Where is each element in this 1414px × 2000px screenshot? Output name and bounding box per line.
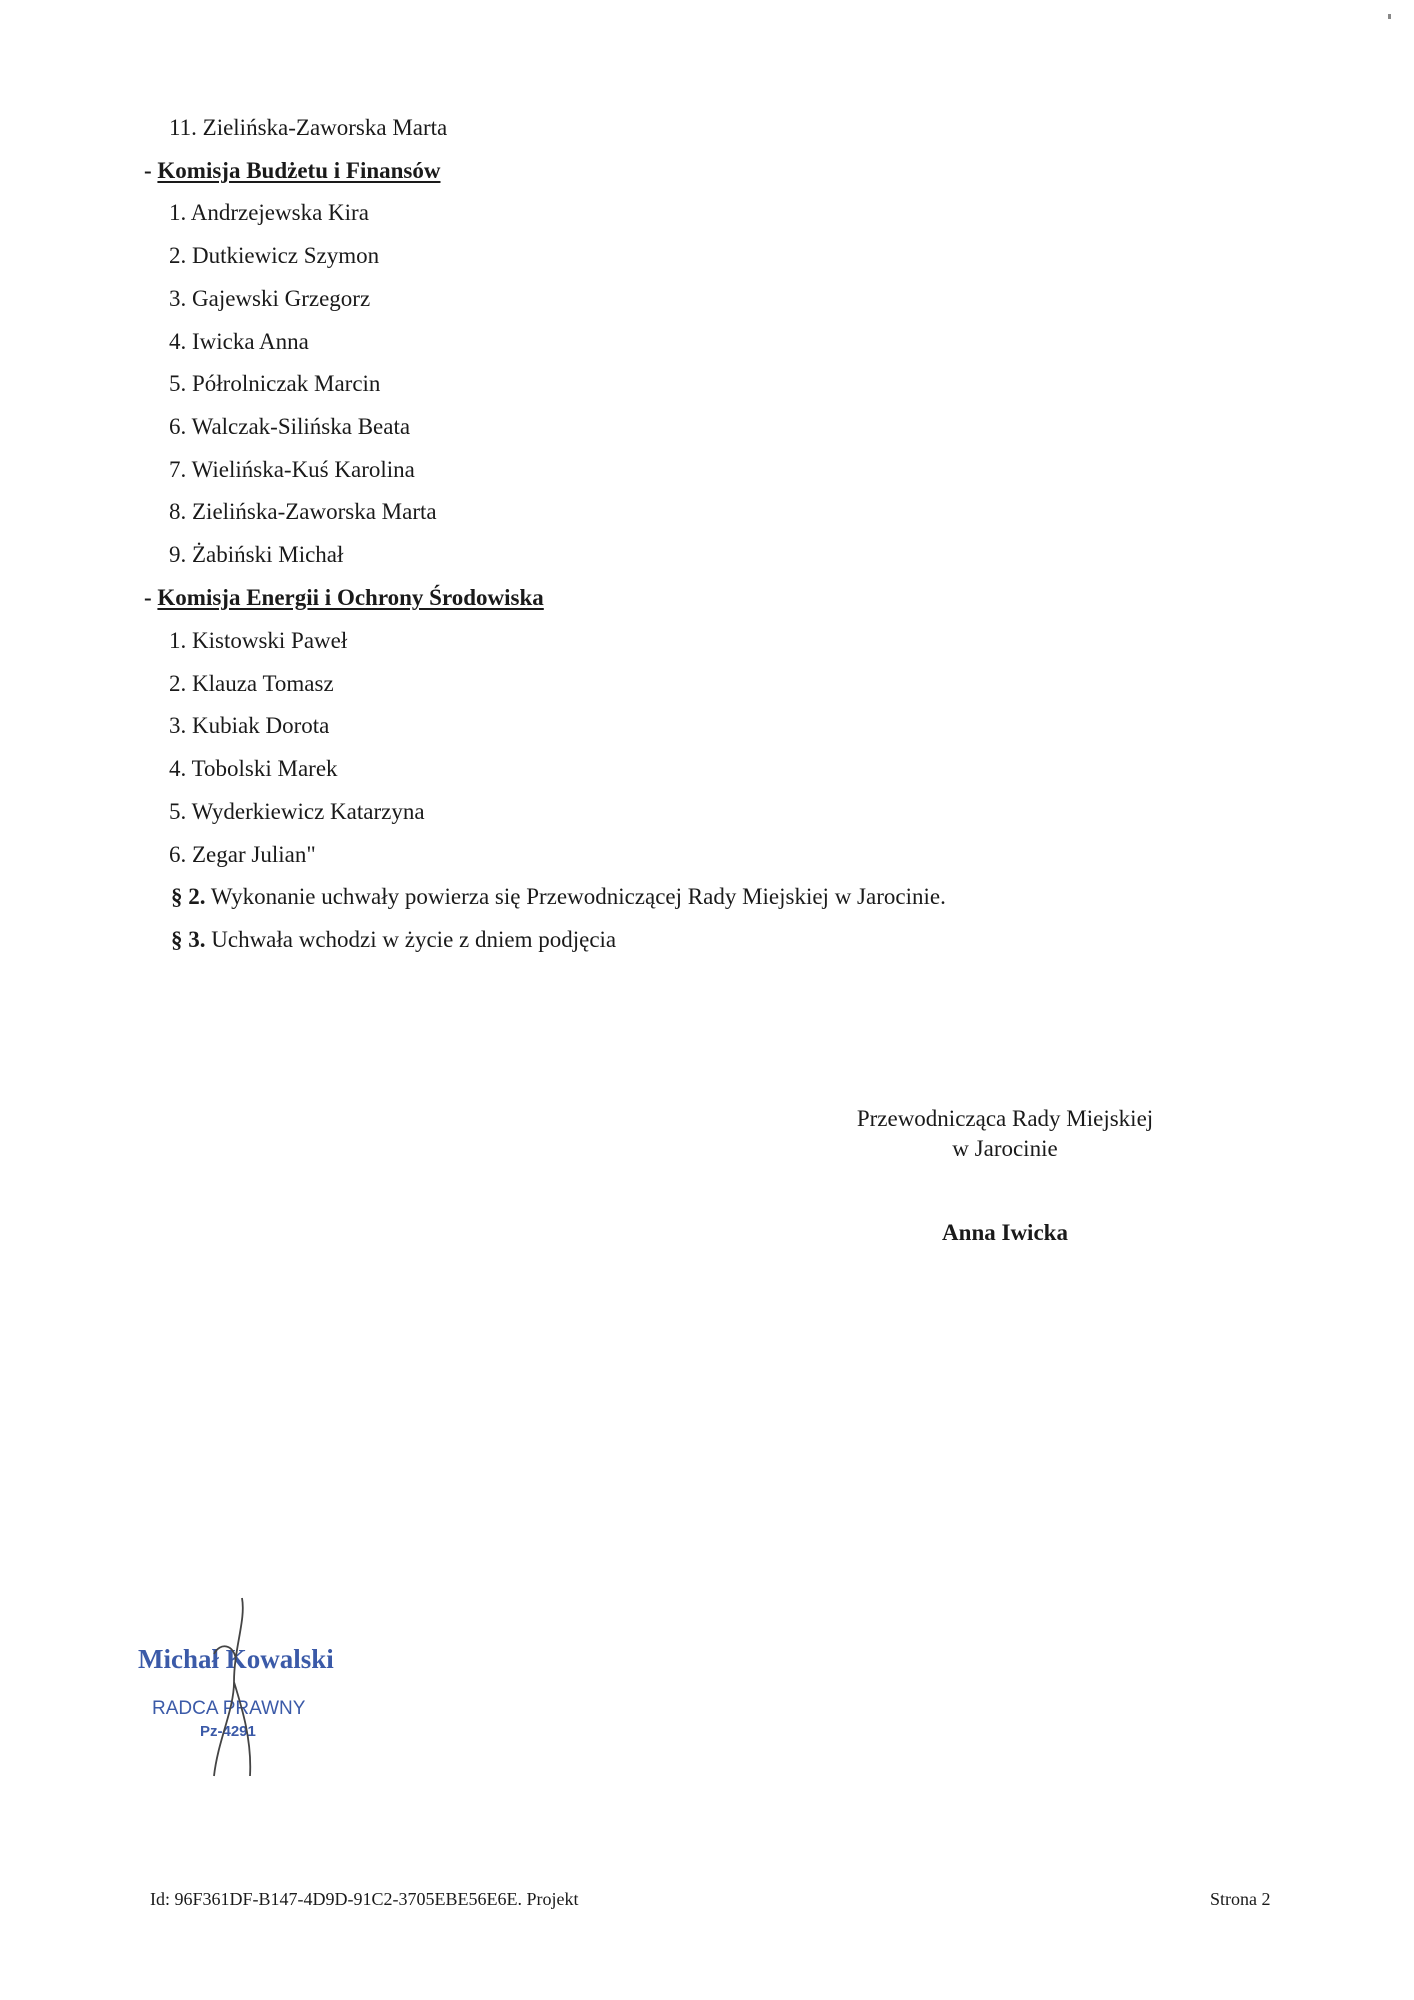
stamp-name: Michał Kowalski	[138, 1644, 334, 1674]
list-item: 1. Andrzejewska Kira	[169, 200, 369, 225]
list-item: 3. Kubiak Dorota	[169, 713, 330, 738]
committee-heading-energy	[144, 583, 544, 613]
signature-role-line1: Przewodnicząca Rady Miejskiej	[856, 1106, 1154, 1131]
list-item: 6. Zegar Julian"	[169, 842, 316, 867]
footer-page-number: Strona 2	[1210, 1889, 1271, 1909]
signature-role-line2: w Jarocinie	[952, 1136, 1058, 1161]
list-item: 8. Zielińska-Zaworska Marta	[169, 499, 437, 524]
heading-prefix: -	[144, 585, 158, 610]
stamp-title: RADCA PRAWNY	[152, 1698, 306, 1719]
list-item: 2. Dutkiewicz Szymon	[169, 243, 380, 268]
legal-advisor-stamp	[130, 1590, 390, 1790]
list-item: 4. Iwicka Anna	[169, 329, 309, 354]
section-symbol: § 2.	[171, 884, 206, 909]
committee-title: Komisja Energii i Ochrony Środowiska	[157, 585, 544, 610]
list-item: 6. Walczak-Silińska Beata	[169, 414, 411, 439]
list-item: 5. Wyderkiewicz Katarzyna	[169, 799, 425, 824]
list-item: 1. Kistowski Paweł	[169, 628, 348, 653]
scan-speck	[1388, 14, 1391, 19]
committee-title: Komisja Budżetu i Finansów	[157, 158, 441, 183]
list-item: 9. Żabiński Michał	[169, 542, 344, 567]
paragraph-text: Wykonanie uchwały powierza się Przewodniczącej Rady Miejskiej w Jarocinie.	[205, 884, 946, 909]
signature-scribble	[214, 1598, 250, 1776]
list-item: 2. Klauza Tomasz	[169, 671, 334, 696]
list-item: 3. Gajewski Grzegorz	[169, 286, 371, 311]
list-item: 11. Zielińska-Zaworska Marta	[169, 115, 448, 140]
footer-document-id: Id: 96F361DF-B147-4D9D-91C2-3705EBE56E6E. Projekt	[150, 1889, 579, 1909]
list-item: 5. Półrolniczak Marcin	[169, 371, 381, 396]
list-item: 4. Tobolski Marek	[169, 756, 338, 781]
paragraph-text: Uchwała wchodzi w życie z dniem podjęcia	[205, 927, 617, 952]
section-symbol: § 3.	[171, 927, 206, 952]
list-item: 7. Wielińska-Kuś Karolina	[169, 457, 415, 482]
signature-role	[820, 1104, 1190, 1164]
paragraph-3	[171, 925, 616, 955]
stamp-graphic	[130, 1590, 390, 1790]
stamp-number: Pz-4291	[200, 1723, 256, 1740]
signature-name: Anna Iwicka	[942, 1220, 1068, 1245]
heading-prefix: -	[144, 158, 158, 183]
committee-heading-budget	[144, 156, 441, 186]
paragraph-2	[171, 882, 946, 912]
